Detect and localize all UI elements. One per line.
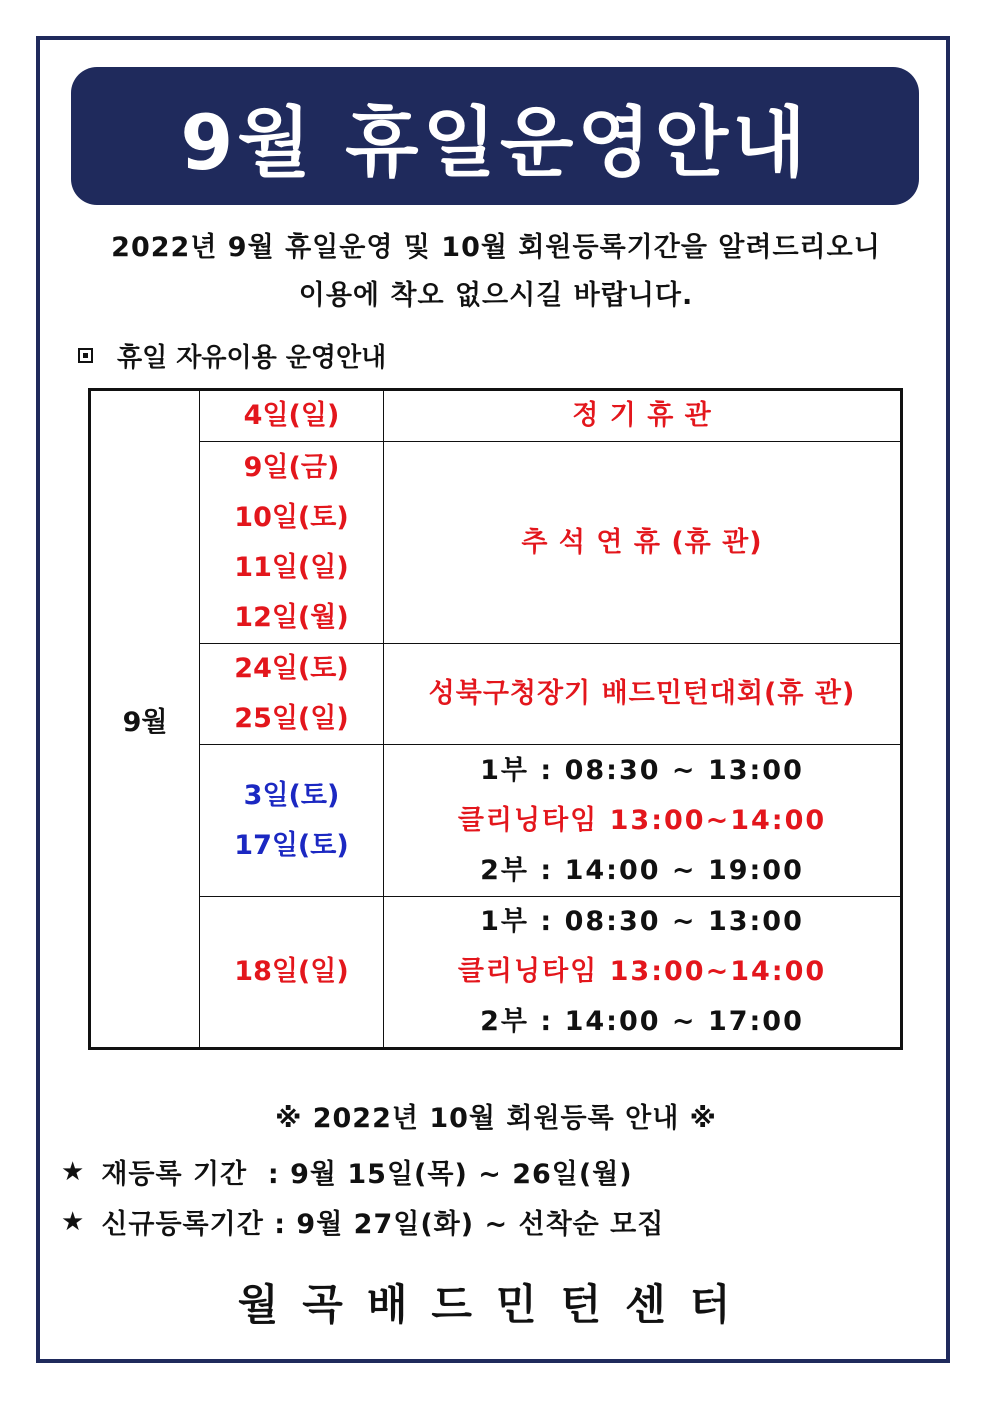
- intro-line-2: 이용에 착오 없으시길 바랍니다.: [298, 280, 694, 311]
- schedule-row: [90, 897, 902, 1049]
- date-label: 18일(일): [234, 956, 349, 987]
- schedule-row: [90, 390, 902, 442]
- square-bullet-icon: [78, 348, 93, 363]
- registration-heading: ※ 2022년 10월 회원등록 안내 ※: [275, 1103, 717, 1134]
- intro-text: [40, 224, 952, 320]
- re-registration-text: 재등록 기간 : 9월 15일(목) ~ 26일(월): [101, 1159, 633, 1190]
- date-label: 9일(금): [243, 451, 340, 483]
- info-text: 클리닝타임 13:00~14:00: [457, 956, 827, 987]
- info-text: 2부 : 14:00 ~ 17:00: [480, 1006, 804, 1037]
- date-label: 17일(토): [234, 829, 349, 861]
- date-cell: [200, 644, 384, 745]
- new-registration-text: 신규등록기간 : 9월 27일(화) ~ 선착순 모집: [101, 1209, 665, 1240]
- info-text: 정 기 휴 관: [572, 400, 712, 431]
- date-label: 10일(토): [234, 501, 349, 533]
- date-cell: [200, 442, 384, 644]
- date-label: 12일(월): [234, 601, 349, 633]
- date-label: 4일(일): [243, 400, 340, 431]
- intro-line-1: 2022년 9월 휴일운영 및 10월 회원등록기간을 알려드리오니: [111, 232, 881, 263]
- info-text: 성북구청장기 배드민턴대회(휴 관): [428, 678, 856, 709]
- info-cell: [384, 644, 902, 745]
- date-label: 11일(일): [234, 551, 349, 583]
- schedule-row: [90, 745, 902, 897]
- re-registration-line: [61, 1152, 633, 1191]
- info-text: 2부 : 14:00 ~ 19:00: [480, 854, 804, 886]
- info-cell: [384, 745, 902, 897]
- date-cell: [200, 745, 384, 897]
- info-cell: [384, 442, 902, 644]
- new-registration-line: [61, 1202, 664, 1241]
- schedule-row: [90, 644, 902, 745]
- info-text: 추 석 연 휴 (휴 관): [521, 526, 763, 558]
- info-text: 1부 : 08:30 ~ 13:00: [480, 906, 804, 937]
- month-cell: 9월: [90, 390, 200, 1049]
- star-icon: ★: [61, 1206, 86, 1237]
- info-text: 클리닝타임 13:00~14:00: [457, 804, 827, 836]
- section-heading: [78, 337, 386, 374]
- page-title: 9월 휴일운영안내: [180, 97, 810, 187]
- date-cell: [200, 390, 384, 442]
- center-name: 월곡배드민턴센터: [237, 1280, 755, 1329]
- section-title: 휴일 자유이용 운영안내: [117, 343, 387, 373]
- title-banner: [71, 67, 919, 205]
- date-label: 24일(토): [234, 653, 349, 684]
- info-cell: [384, 897, 902, 1049]
- star-icon: ★: [61, 1156, 86, 1187]
- date-label: 25일(일): [234, 703, 349, 734]
- holiday-schedule-table: [88, 388, 903, 1050]
- schedule-row: [90, 442, 902, 644]
- info-cell: [384, 390, 902, 442]
- date-label: 3일(토): [243, 779, 340, 811]
- date-cell: [200, 897, 384, 1049]
- info-text: 1부 : 08:30 ~ 13:00: [480, 754, 804, 786]
